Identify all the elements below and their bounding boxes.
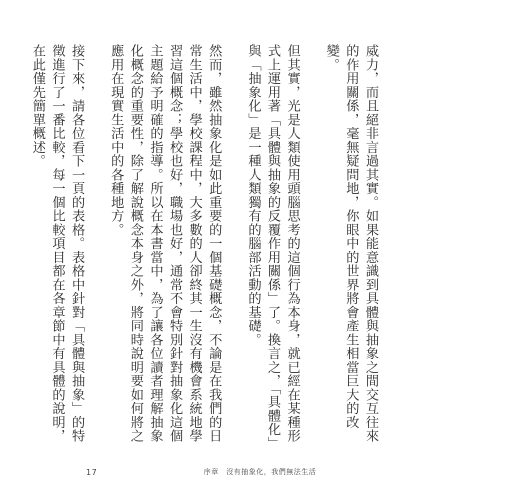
vertical-body-text	[27, 44, 380, 444]
paragraph-2: 但其實，光是人類使用頭腦思考的這個行為本身，就已經在某種形式上運用著「具體與抽象的反覆作用關係」了。換言之，「具體化」與「抽象化」是一種人類獨有的腦部活動的基礎。	[245, 44, 300, 444]
page-number: 17	[86, 468, 98, 477]
running-title: 序章 沒有抽象化，我們無法生活	[203, 468, 317, 476]
paragraph-4: 接下來，請各位看下一頁的表格。表格中針對「具體與抽象」的特徵進行了一番比較，每一個比較項目都在各章節中有具體的說明，在此僅先簡單概述。	[29, 44, 85, 443]
paragraph-3: 然而，雖然抽象化是如此重要的一個基礎概念，不論是在我們的日常生活中，學校課程中，大多數的人卻終其一生沒有機會系統地學習這個概念；學校也好，職場也好，通常不會特別針對抽象化這個主題給予明確的指導。所以在本書當中，為了讓各位讀者理解抽象化概念的重要性，除了解說概念本身之外，將同時說明要如何將之應用在現實生活中的各種地方。	[108, 44, 222, 443]
paragraph-1: 威力，而且絕非言過其實。如果能意識到具體與抽象之間交互往來的作用關係，毫無疑問地，你眼中的世界將會產生相當巨大的改變。	[323, 44, 378, 443]
